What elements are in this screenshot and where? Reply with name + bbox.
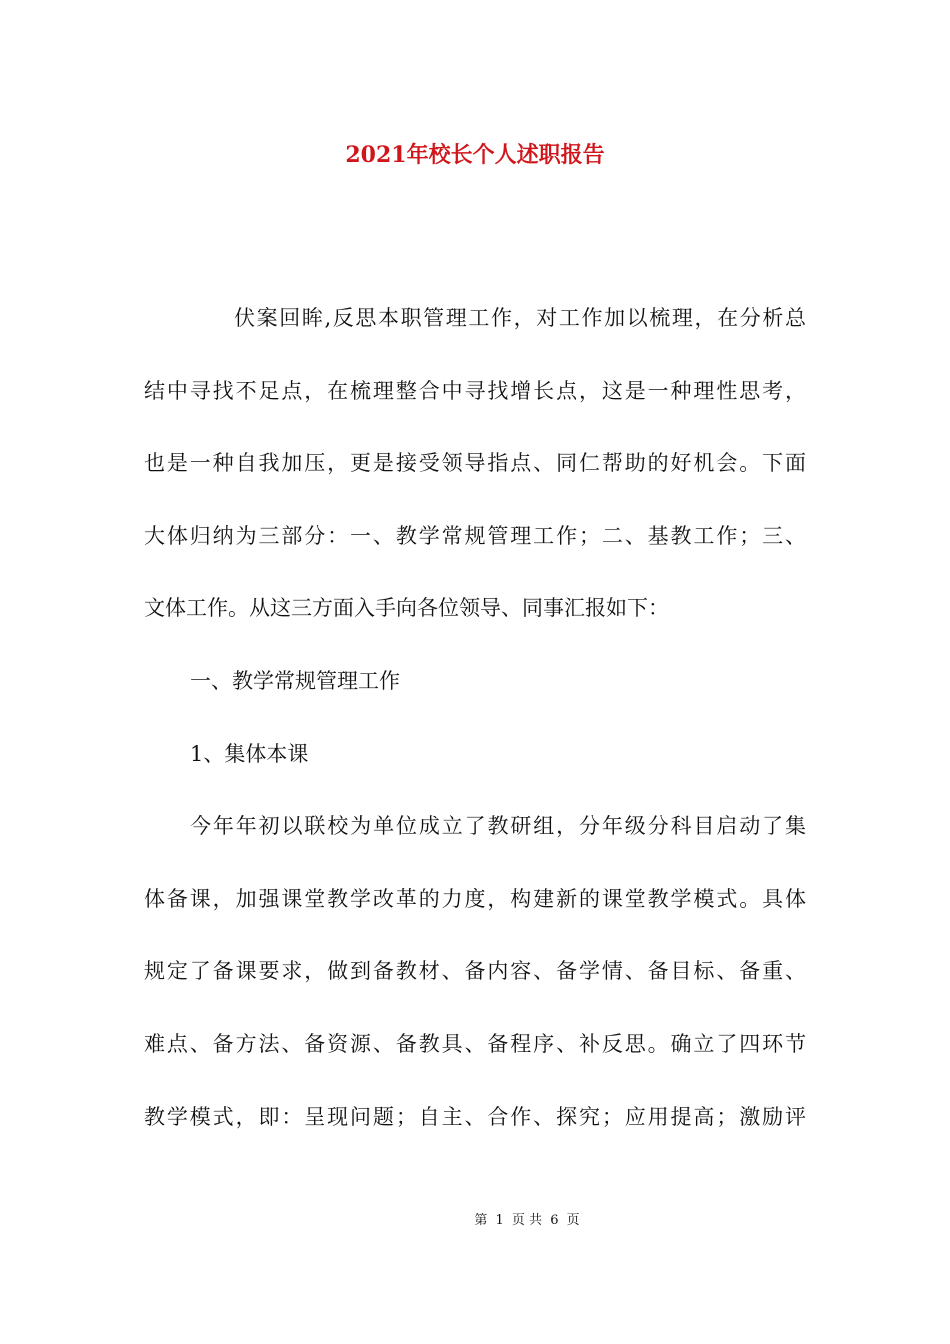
footer-middle: 页 共 xyxy=(511,1213,543,1228)
paragraph-line: 伏案回眸,反思本职管理工作，对工作加以梳理，在分析总 xyxy=(234,306,806,330)
subsection-heading: 1、集体本课 xyxy=(190,741,309,766)
paragraph-line: 难点、备方法、备资源、备教具、备程序、补反思。确立了四环节 xyxy=(144,1031,806,1056)
paragraph-line: 结中寻找不足点，在梳理整合中寻找增长点，这是一种理性思考， xyxy=(144,378,806,403)
footer-total-pages: 6 xyxy=(550,1213,559,1228)
paragraph-line: 今年年初以联校为单位成立了教研组，分年级分科目启动了集 xyxy=(190,814,806,839)
paragraph-line: 也是一种自我加压，更是接受领导指点、同仁帮助的好机会。下面 xyxy=(144,451,806,476)
paragraph-line: 体备课，加强课堂教学改革的力度，构建新的课堂教学模式。具体 xyxy=(144,886,806,911)
section-heading: 一、教学常规管理工作 xyxy=(190,668,400,693)
footer-current-page: 1 xyxy=(495,1213,504,1228)
page-footer xyxy=(0,1209,950,1228)
paragraph-line: 教学模式，即：呈现问题；自主、合作、探究；应用提高；激励评 xyxy=(144,1104,806,1129)
footer-suffix: 页 xyxy=(566,1213,580,1228)
paragraph-line: 规定了备课要求，做到备教材、备内容、备学情、备目标、备重、 xyxy=(144,959,806,984)
document-body xyxy=(144,282,806,1153)
footer-prefix: 第 xyxy=(474,1213,488,1228)
paragraph-line: 大体归纳为三部分：一、教学常规管理工作；二、基教工作；三、 xyxy=(144,523,806,548)
document-title: 2021年校长个人述职报告 xyxy=(345,142,605,168)
paragraph-line: 文体工作。从这三方面入手向各位领导、同事汇报如下： xyxy=(144,596,669,621)
